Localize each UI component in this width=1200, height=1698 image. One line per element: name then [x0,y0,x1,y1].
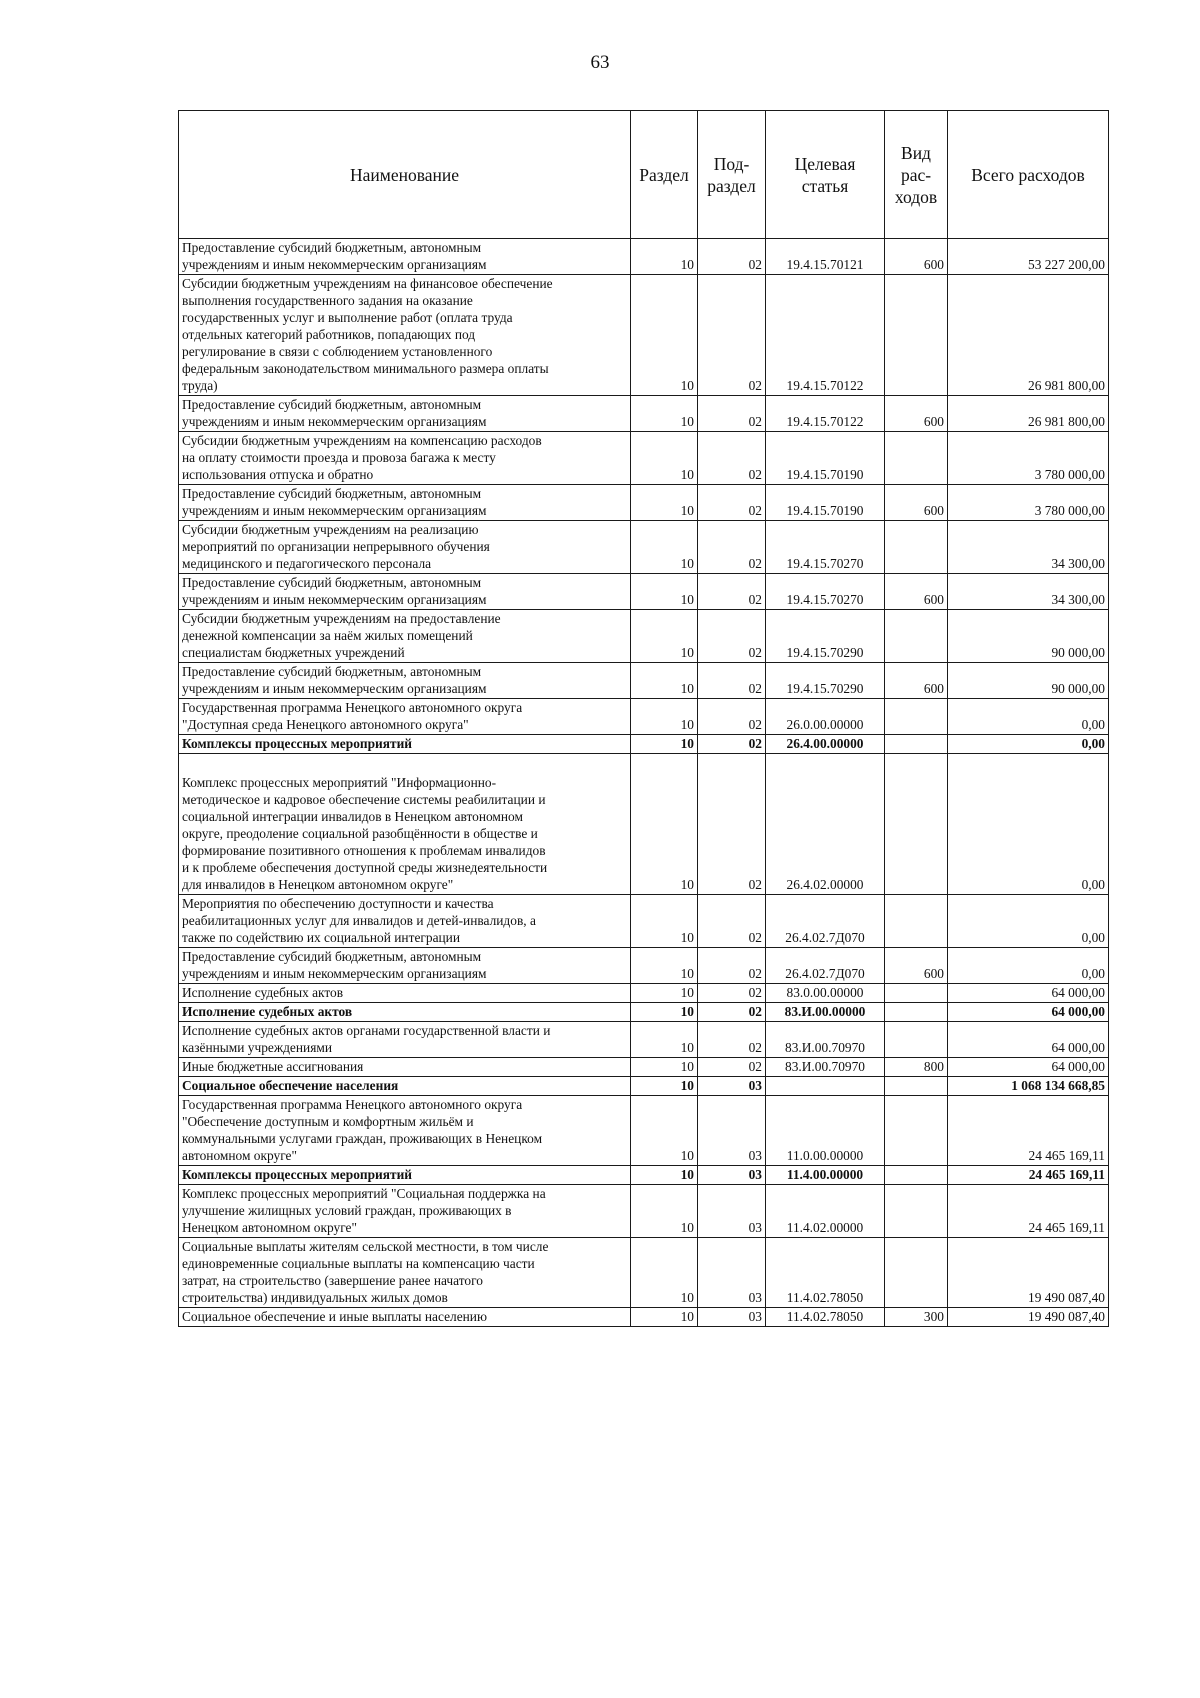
table-row [179,239,1109,275]
row-total: 0,00 [948,754,1109,895]
row-section: 10 [631,574,698,610]
row-target: 83.И.00.70970 [766,1022,885,1058]
header-name: Наименование [179,111,631,239]
row-section: 10 [631,396,698,432]
row-name: Предоставление субсидий бюджетным, автономным учреждениям и иным некоммерческим организациям [179,574,631,610]
row-kind [885,275,948,396]
row-target: 26.4.02.7Д070 [766,948,885,984]
row-subsection: 02 [698,754,766,895]
row-kind: 600 [885,239,948,275]
table-row [179,1185,1109,1238]
budget-table [178,110,1109,1327]
row-subsection: 02 [698,948,766,984]
row-name: Социальное обеспечение и иные выплаты населению [179,1308,631,1327]
row-section: 10 [631,1308,698,1327]
row-subsection: 02 [698,574,766,610]
row-name: Исполнение судебных актов [179,984,631,1003]
row-subsection: 02 [698,239,766,275]
row-kind [885,1238,948,1308]
row-name: Социальные выплаты жителям сельской местности, в том числе единовременные социальные выплаты на компенсацию части затрат, на строительство (завершение ранее начатого строительства) индивидуальных жилых домов [179,1238,631,1308]
row-total: 24 465 169,11 [948,1166,1109,1185]
row-subsection: 03 [698,1077,766,1096]
row-subsection: 02 [698,699,766,735]
row-section: 10 [631,1022,698,1058]
row-total: 0,00 [948,895,1109,948]
table-row [179,1308,1109,1327]
row-name: Предоставление субсидий бюджетным, автономным учреждениям и иным некоммерческим организациям [179,239,631,275]
table-row [179,1003,1109,1022]
row-kind: 300 [885,1308,948,1327]
row-total: 0,00 [948,948,1109,984]
row-name: Предоставление субсидий бюджетным, автономным учреждениям и иным некоммерческим организациям [179,396,631,432]
table-row [179,754,1109,895]
row-kind [885,984,948,1003]
row-kind: 600 [885,663,948,699]
row-section: 10 [631,239,698,275]
row-section: 10 [631,432,698,485]
row-section: 10 [631,948,698,984]
row-subsection: 02 [698,1022,766,1058]
row-total: 26 981 800,00 [948,396,1109,432]
row-kind [885,1022,948,1058]
row-subsection: 02 [698,610,766,663]
row-name: Субсидии бюджетным учреждениям на реализацию мероприятий по организации непрерывного обучения медицинского и педагогического персонала [179,521,631,574]
row-name: Предоставление субсидий бюджетным, автономным учреждениям и иным некоммерческим организациям [179,485,631,521]
row-subsection: 02 [698,663,766,699]
row-name: Иные бюджетные ассигнования [179,1058,631,1077]
page-number: 63 [590,52,610,73]
table-row [179,485,1109,521]
row-name: Субсидии бюджетным учреждениям на финансовое обеспечение выполнения государственного задания на оказание государственных услуг и выполнение работ (оплата труда отдельных категорий работников, попадающих под регулирование в связи с соблюдением установленного федеральным законодательством минимального размера оплаты труда) [179,275,631,396]
row-total: 3 780 000,00 [948,485,1109,521]
row-name: Комплексы процессных мероприятий [179,735,631,754]
row-total: 26 981 800,00 [948,275,1109,396]
row-target: 11.4.02.00000 [766,1185,885,1238]
row-target: 83.И.00.70970 [766,1058,885,1077]
row-target: 19.4.15.70270 [766,574,885,610]
row-target: 19.4.15.70190 [766,432,885,485]
table-body [179,239,1109,1327]
header-target: Целевая статья [766,111,885,239]
row-name: Государственная программа Ненецкого автономного округа "Обеспечение доступным и комфортным жильём и коммунальными услугами граждан, проживающих в Ненецком автономном округе" [179,1096,631,1166]
row-kind: 600 [885,574,948,610]
row-kind [885,895,948,948]
row-section: 10 [631,984,698,1003]
table-row [179,895,1109,948]
row-target: 11.4.02.78050 [766,1238,885,1308]
row-target: 26.4.02.7Д070 [766,895,885,948]
row-total: 34 300,00 [948,521,1109,574]
row-subsection: 02 [698,396,766,432]
row-subsection: 02 [698,1058,766,1077]
table-row [179,610,1109,663]
row-total: 0,00 [948,735,1109,754]
row-total: 53 227 200,00 [948,239,1109,275]
row-name: Комплексы процессных мероприятий [179,1166,631,1185]
row-section: 10 [631,1077,698,1096]
row-section: 10 [631,275,698,396]
table-row [179,948,1109,984]
row-total: 64 000,00 [948,1058,1109,1077]
row-subsection: 02 [698,275,766,396]
row-section: 10 [631,1166,698,1185]
row-target: 19.4.15.70290 [766,610,885,663]
row-subsection: 03 [698,1238,766,1308]
row-kind [885,1185,948,1238]
row-kind [885,521,948,574]
row-section: 10 [631,485,698,521]
row-subsection: 03 [698,1185,766,1238]
row-name: Комплекс процессных мероприятий "Социальная поддержка на улучшение жилищных условий граждан, проживающих в Ненецком автономном округе" [179,1185,631,1238]
table-row [179,521,1109,574]
header-kind: Вид рас- ходов [885,111,948,239]
row-subsection: 02 [698,895,766,948]
header-subsection: Под- раздел [698,111,766,239]
table-row [179,396,1109,432]
row-kind [885,735,948,754]
table-row [179,574,1109,610]
table-row [179,1022,1109,1058]
row-total: 19 490 087,40 [948,1238,1109,1308]
row-section: 10 [631,663,698,699]
row-name: Исполнение судебных актов органами государственной власти и казёнными учреждениями [179,1022,631,1058]
row-name: Социальное обеспечение населения [179,1077,631,1096]
table-row [179,699,1109,735]
row-kind: 600 [885,396,948,432]
row-subsection: 02 [698,1003,766,1022]
row-target: 83.0.00.00000 [766,984,885,1003]
row-kind [885,1077,948,1096]
row-kind [885,754,948,895]
row-total: 90 000,00 [948,663,1109,699]
table-row [179,984,1109,1003]
header-section: Раздел [631,111,698,239]
row-section: 10 [631,895,698,948]
row-name: Предоставление субсидий бюджетным, автономным учреждениям и иным некоммерческим организациям [179,663,631,699]
row-subsection: 02 [698,521,766,574]
row-name: Государственная программа Ненецкого автономного округа "Доступная среда Ненецкого автономного округа" [179,699,631,735]
row-total: 64 000,00 [948,1003,1109,1022]
row-target: 19.4.15.70190 [766,485,885,521]
row-total: 19 490 087,40 [948,1308,1109,1327]
row-name: Субсидии бюджетным учреждениям на предоставление денежной компенсации за наём жилых помещений специалистам бюджетных учреждений [179,610,631,663]
row-kind [885,699,948,735]
row-section: 10 [631,699,698,735]
row-kind: 800 [885,1058,948,1077]
row-target: 83.И.00.00000 [766,1003,885,1022]
row-kind [885,610,948,663]
row-section: 10 [631,735,698,754]
row-name: Исполнение судебных актов [179,1003,631,1022]
row-target: 11.4.02.78050 [766,1308,885,1327]
row-total: 24 465 169,11 [948,1096,1109,1166]
row-name: Мероприятия по обеспечению доступности и качества реабилитационных услуг для инвалидов и детей-инвалидов, а также по содействию их социальной интеграции [179,895,631,948]
row-target: 11.4.00.00000 [766,1166,885,1185]
row-total: 24 465 169,11 [948,1185,1109,1238]
row-section: 10 [631,1003,698,1022]
row-target: 26.0.00.00000 [766,699,885,735]
row-name: Субсидии бюджетным учреждениям на компенсацию расходов на оплату стоимости проезда и провоза багажа к месту использования отпуска и обратно [179,432,631,485]
table-row [179,1238,1109,1308]
row-name: Комплекс процессных мероприятий "Информационно- методическое и кадровое обеспечение системы реабилитации и социальной интеграции инвалидов в Ненецком автономном округе, преодоление социальной разобщённости в обществе и формирование позитивного отношения к проблемам инвалидов и к проблеме обеспечения доступной среды жизнедеятельности для инвалидов в Ненецком автономном округе" [179,754,631,895]
row-target: 19.4.15.70122 [766,275,885,396]
row-section: 10 [631,754,698,895]
table-row [179,1077,1109,1096]
table-row [179,735,1109,754]
row-kind: 600 [885,485,948,521]
row-subsection: 03 [698,1096,766,1166]
row-target: 11.0.00.00000 [766,1096,885,1166]
row-section: 10 [631,1185,698,1238]
row-target: 19.4.15.70270 [766,521,885,574]
row-kind [885,1003,948,1022]
row-kind [885,432,948,485]
row-target: 26.4.02.00000 [766,754,885,895]
table-row [179,275,1109,396]
table-header-row [179,111,1109,239]
row-total: 3 780 000,00 [948,432,1109,485]
row-target: 19.4.15.70290 [766,663,885,699]
row-section: 10 [631,1096,698,1166]
table-row [179,1096,1109,1166]
row-total: 34 300,00 [948,574,1109,610]
row-section: 10 [631,521,698,574]
header-total: Всего расходов [948,111,1109,239]
row-total: 0,00 [948,699,1109,735]
row-total: 64 000,00 [948,1022,1109,1058]
table-row [179,432,1109,485]
row-subsection: 03 [698,1308,766,1327]
row-kind: 600 [885,948,948,984]
row-section: 10 [631,1058,698,1077]
row-target: 19.4.15.70122 [766,396,885,432]
table-row [179,1166,1109,1185]
row-target [766,1077,885,1096]
row-total: 1 068 134 668,85 [948,1077,1109,1096]
table-row [179,663,1109,699]
row-subsection: 02 [698,432,766,485]
row-section: 10 [631,610,698,663]
table-row [179,1058,1109,1077]
row-subsection: 02 [698,984,766,1003]
row-name: Предоставление субсидий бюджетным, автономным учреждениям и иным некоммерческим организациям [179,948,631,984]
row-subsection: 02 [698,735,766,754]
row-target: 19.4.15.70121 [766,239,885,275]
row-subsection: 02 [698,485,766,521]
row-kind [885,1096,948,1166]
row-target: 26.4.00.00000 [766,735,885,754]
row-kind [885,1166,948,1185]
row-total: 90 000,00 [948,610,1109,663]
row-subsection: 03 [698,1166,766,1185]
row-total: 64 000,00 [948,984,1109,1003]
row-section: 10 [631,1238,698,1308]
